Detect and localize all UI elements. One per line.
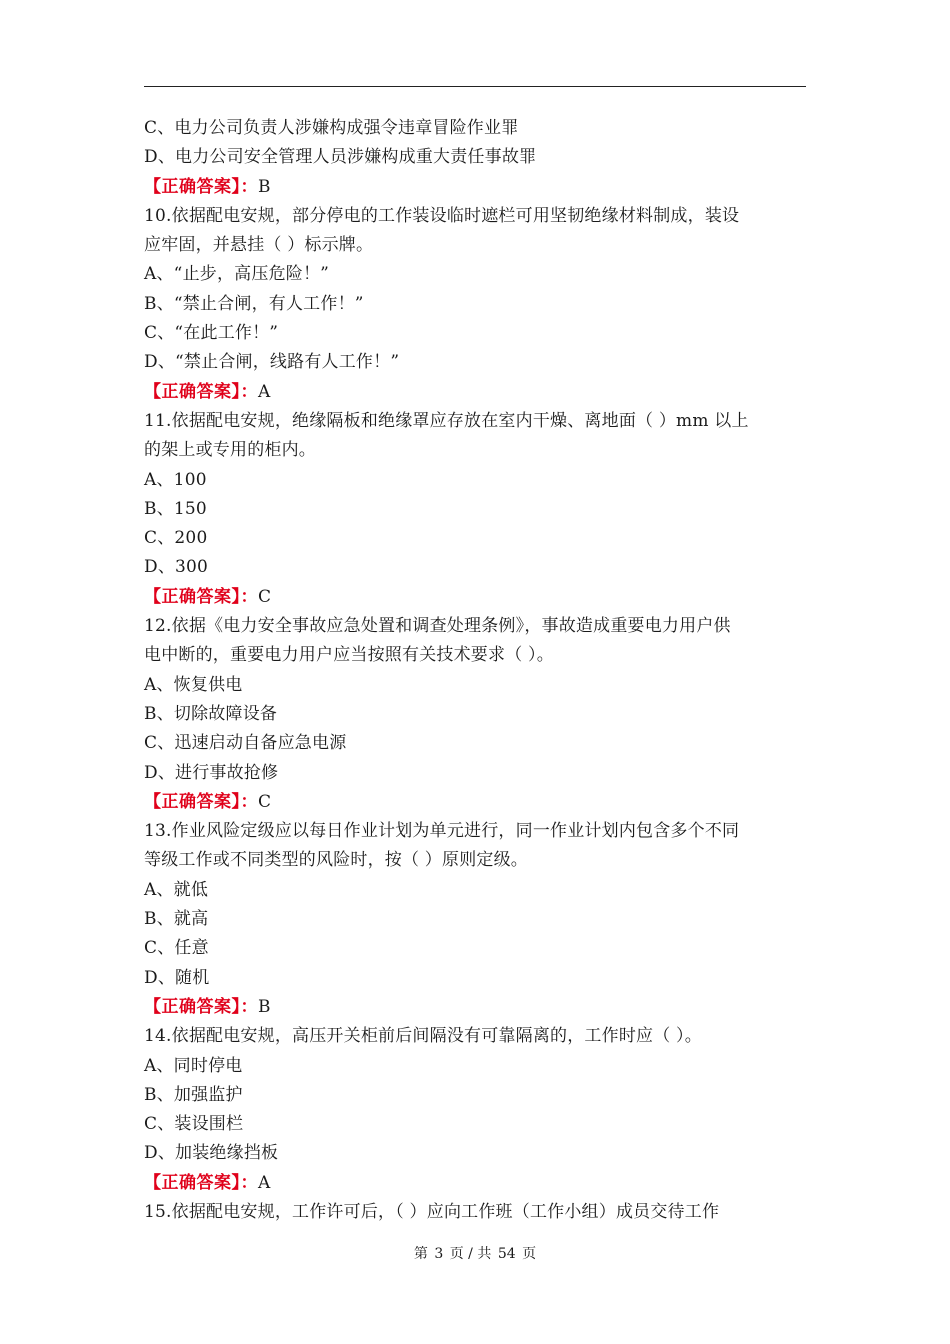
answer-label: 【正确答案】： [144,791,258,812]
answer-line [144,993,808,1022]
answer-label: 【正确答案】： [144,1172,258,1193]
text-line: 等级工作或不同类型的风险时，按（ ）原则定级。 [144,850,529,871]
text-line: A、“止步，高压危险！” [144,264,330,285]
text-line: B、切除故障设备 [144,703,278,724]
footer-suffix: 页 [522,1246,537,1262]
answer-value: B [258,176,271,197]
text-line: 10.依据配电安规，部分停电的工作装设临时遮栏可用坚韧绝缘材料制成，装设 [144,205,740,226]
text-line: A、100 [144,469,207,490]
text-line: B、加强监护 [144,1084,243,1105]
text-line: A、恢复供电 [144,674,243,695]
page-footer [0,1244,950,1264]
answer-value: C [258,791,272,812]
answer-line [144,378,808,407]
footer-mid: 页 / 共 [449,1246,492,1262]
answer-label: 【正确答案】： [144,381,258,402]
answer-label: 【正确答案】： [144,176,258,197]
page-content [144,114,808,1227]
text-line: C、电力公司负责人涉嫌构成强令违章冒险作业罪 [144,118,519,138]
text-line: 应牢固，并悬挂（ ）标示牌。 [144,235,374,256]
text-line: A、同时停电 [144,1055,243,1076]
text-line: 15.依据配电安规，工作许可后，（ ）应向工作班（工作小组）成员交待工作 [144,1201,720,1222]
text-line: D、加装绝缘挡板 [144,1143,279,1164]
footer-prefix: 第 [413,1246,428,1262]
text-line: 13.作业风险定级应以每日作业计划为单元进行，同一作业计划内包含多个不同 [144,821,740,842]
text-line: 11.依据配电安规，绝缘隔板和绝缘罩应存放在室内干燥、离地面（ ）mm 以上 [144,410,749,431]
text-line: C、“在此工作！” [144,323,279,344]
header-rule [144,86,806,87]
answer-line [144,1169,808,1198]
text-line: B、就高 [144,909,209,930]
text-line: 12.依据《电力安全事故应急处置和调查处理条例》，事故造成重要电力用户供 [144,616,731,637]
answer-label: 【正确答案】： [144,996,258,1017]
footer-total-pages: 54 [497,1246,516,1262]
answer-label: 【正确答案】： [144,586,258,607]
answer-value: A [258,1172,271,1193]
text-line: D、300 [144,557,209,578]
footer-current-page: 3 [434,1246,444,1262]
text-line: D、随机 [144,967,210,988]
text-line: B、“禁止合闸，有人工作！” [144,293,364,314]
text-line: C、迅速启动自备应急电源 [144,733,347,754]
answer-line [144,583,808,612]
answer-line [144,788,808,817]
text-line: C、任意 [144,938,209,959]
text-line: B、150 [144,498,207,519]
text-line: D、电力公司安全管理人员涉嫌构成重大责任事故罪 [144,147,537,168]
text-line: C、装设围栏 [144,1114,244,1135]
answer-value: A [258,381,271,402]
text-line: 14.依据配电安规，高压开关柜前后间隔没有可靠隔离的，工作时应（ ）。 [144,1026,702,1047]
text-line: A、就低 [144,879,209,900]
text-line: C、200 [144,528,208,549]
answer-line [144,173,808,202]
text-line: 的架上或专用的柜内。 [144,440,316,461]
text-line: D、进行事故抢修 [144,762,279,783]
answer-value: C [258,586,272,607]
answer-value: B [258,996,271,1017]
text-line: D、“禁止合闸，线路有人工作！” [144,352,400,373]
text-line: 电中断的，重要电力用户应当按照有关技术要求（ ）。 [144,645,554,666]
